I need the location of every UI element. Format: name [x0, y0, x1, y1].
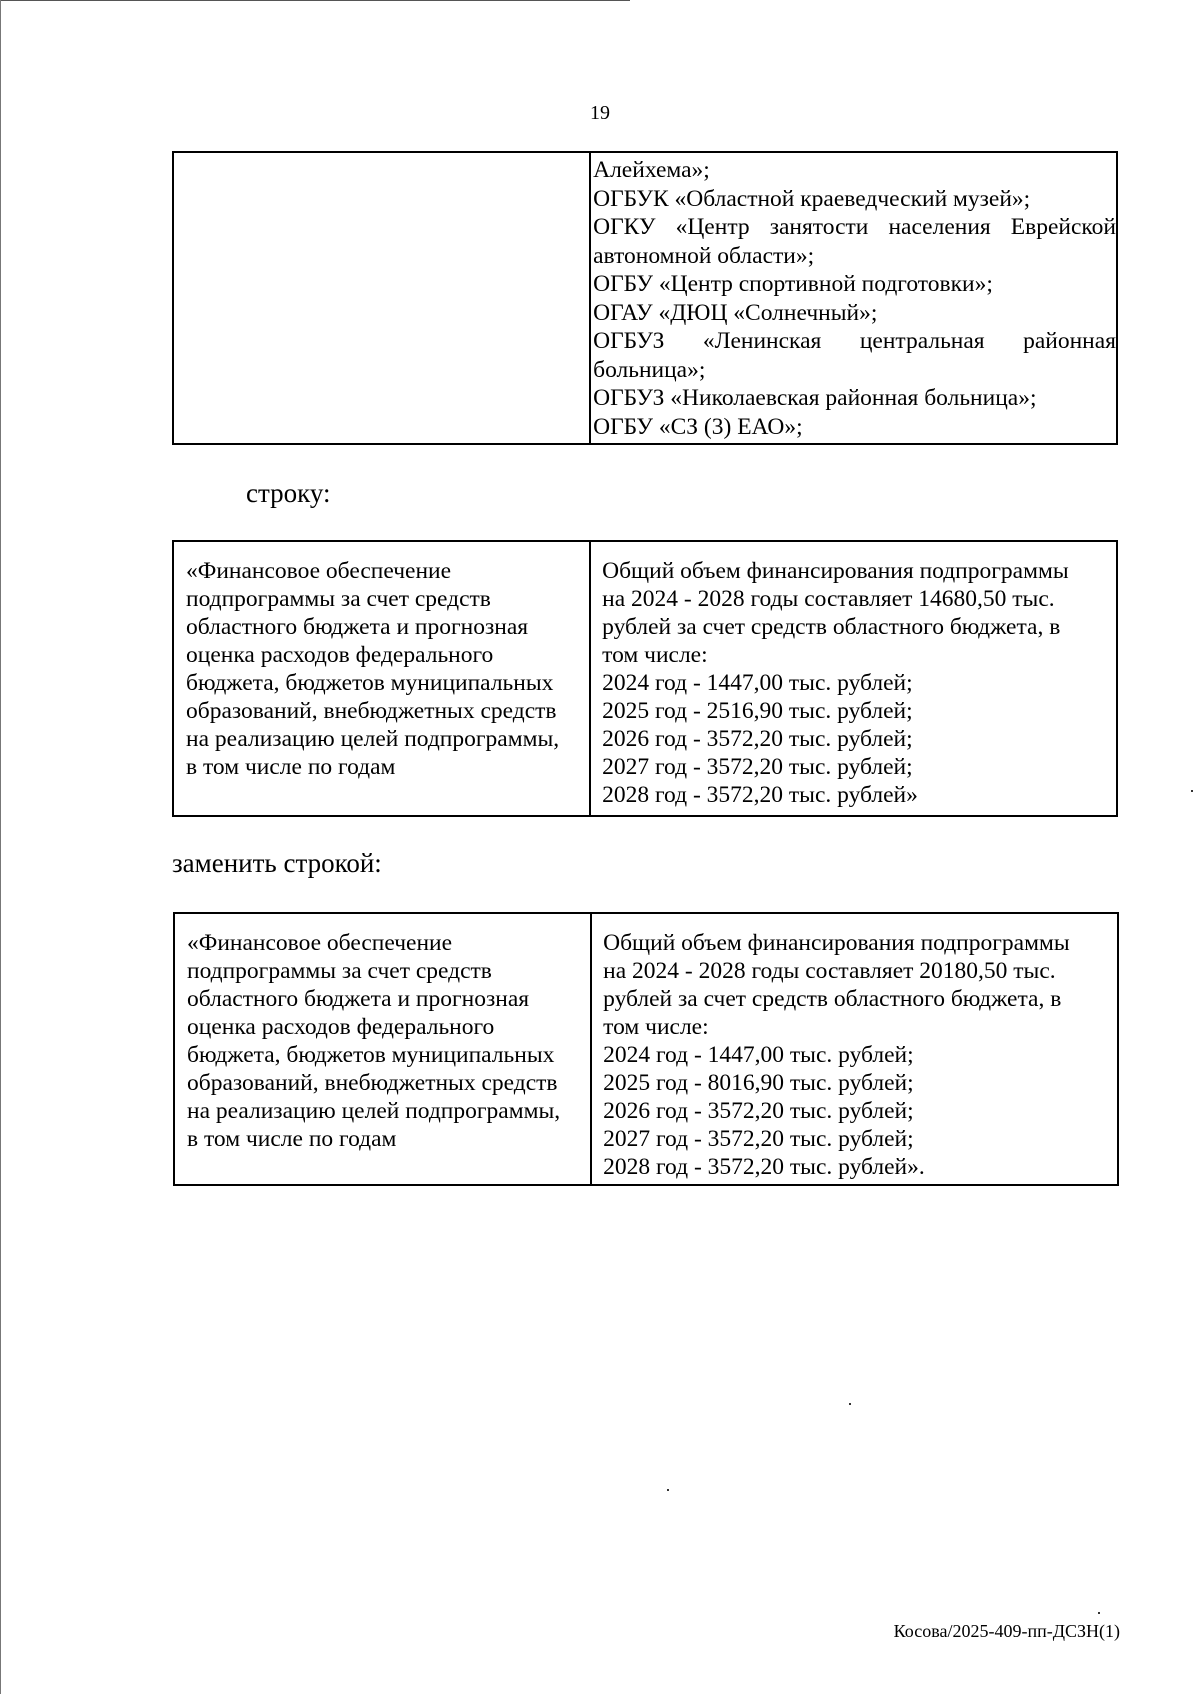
old-row-right-cell: [589, 542, 1116, 815]
cell-line: на 2024 - 2028 годы составляет 20180,50 тыс.: [603, 958, 1056, 984]
cell-line: в том числе по годам: [187, 1126, 397, 1152]
table-line: больница»;: [593, 356, 706, 383]
table-line: автономной области»;: [593, 242, 815, 269]
cell-line: том числе:: [602, 642, 708, 668]
cell-line: 2025 год - 8016,90 тыс. рублей;: [603, 1070, 914, 1096]
table-line: ОГБУ «СЗ (3) ЕАО»;: [593, 413, 803, 440]
new-row-table: [173, 912, 1119, 1186]
cell-line: в том числе по годам: [186, 754, 396, 780]
cell-line: 2026 год - 3572,20 тыс. рублей;: [602, 726, 913, 752]
cell-line: оценка расходов федерального: [187, 1014, 495, 1040]
cell-line: бюджета, бюджетов муниципальных: [186, 670, 554, 696]
old-row-left-cell: [174, 542, 589, 815]
scan-edge-top: [0, 0, 630, 1]
cell-line: Общий объем финансирования подпрограммы: [602, 558, 1069, 584]
footer-code: Косова/2025-409-пп-ДСЗН(1): [893, 1621, 1120, 1641]
new-row-left-cell: [175, 914, 590, 1184]
cell-line: подпрограммы за счет средств: [187, 958, 492, 984]
table-line: Алейхема»;: [593, 157, 710, 183]
cell-line: 2024 год - 1447,00 тыс. рублей;: [603, 1042, 914, 1068]
new-row-right-cell: [590, 914, 1117, 1184]
label-replace: заменить строкой:: [172, 848, 382, 878]
cell-line: 2026 год - 3572,20 тыс. рублей;: [603, 1098, 914, 1124]
table-line: ОГБУЗ «Николаевская районная больница»;: [593, 385, 1037, 411]
scan-speck: [667, 1489, 669, 1491]
scan-speck: [1098, 1612, 1100, 1614]
continued-table: [172, 151, 1118, 445]
table-line: ОГБУК «Областной краеведческий музей»;: [593, 185, 1031, 212]
continued-table-left-cell: [174, 153, 589, 443]
cell-line: бюджета, бюджетов муниципальных: [187, 1042, 555, 1068]
cell-line: рублей за счет средств областного бюджета, в: [603, 986, 1062, 1012]
cell-line: подпрограммы за счет средств: [186, 586, 491, 612]
scan-speck: [1191, 790, 1193, 792]
old-row-table: [172, 540, 1118, 817]
cell-line: областного бюджета и прогнозная: [186, 614, 529, 640]
continued-table-right-cell: [589, 153, 1116, 443]
table-line: ОГАУ «ДЮЦ «Солнечный»;: [593, 299, 878, 326]
cell-line: на реализацию целей подпрограммы,: [187, 1098, 561, 1124]
cell-line: «Финансовое обеспечение: [186, 558, 452, 584]
cell-line: том числе:: [603, 1014, 709, 1040]
table-line: ОГБУ «Центр спортивной подготовки»;: [593, 271, 993, 297]
table-line: ОГБУЗ «Ленинская центральная районная: [593, 328, 1116, 354]
cell-line: рублей за счет средств областного бюджета, в: [602, 614, 1061, 640]
cell-line: 2027 год - 3572,20 тыс. рублей;: [602, 754, 913, 780]
label-row: строку:: [246, 478, 331, 508]
cell-line: на реализацию целей подпрограммы,: [186, 726, 560, 752]
cell-line: образований, внебюджетных средств: [187, 1070, 558, 1096]
scan-speck: [849, 1403, 851, 1405]
cell-line: 2027 год - 3572,20 тыс. рублей;: [603, 1126, 914, 1152]
page-number: 19: [590, 102, 610, 124]
cell-line: 2028 год - 3572,20 тыс. рублей».: [603, 1154, 925, 1180]
cell-line: образований, внебюджетных средств: [186, 698, 557, 724]
cell-line: 2028 год - 3572,20 тыс. рублей»: [602, 782, 918, 808]
table-line: ОГКУ «Центр занятости населения Еврейской: [593, 214, 1116, 240]
cell-line: 2024 год - 1447,00 тыс. рублей;: [602, 670, 913, 696]
cell-line: областного бюджета и прогнозная: [187, 986, 530, 1012]
cell-line: оценка расходов федерального: [186, 642, 494, 668]
cell-line: Общий объем финансирования подпрограммы: [603, 930, 1070, 956]
scan-edge-left: [0, 0, 1, 1694]
cell-line: на 2024 - 2028 годы составляет 14680,50 тыс.: [602, 586, 1055, 612]
cell-line: 2025 год - 2516,90 тыс. рублей;: [602, 698, 913, 724]
cell-line: «Финансовое обеспечение: [187, 930, 453, 956]
